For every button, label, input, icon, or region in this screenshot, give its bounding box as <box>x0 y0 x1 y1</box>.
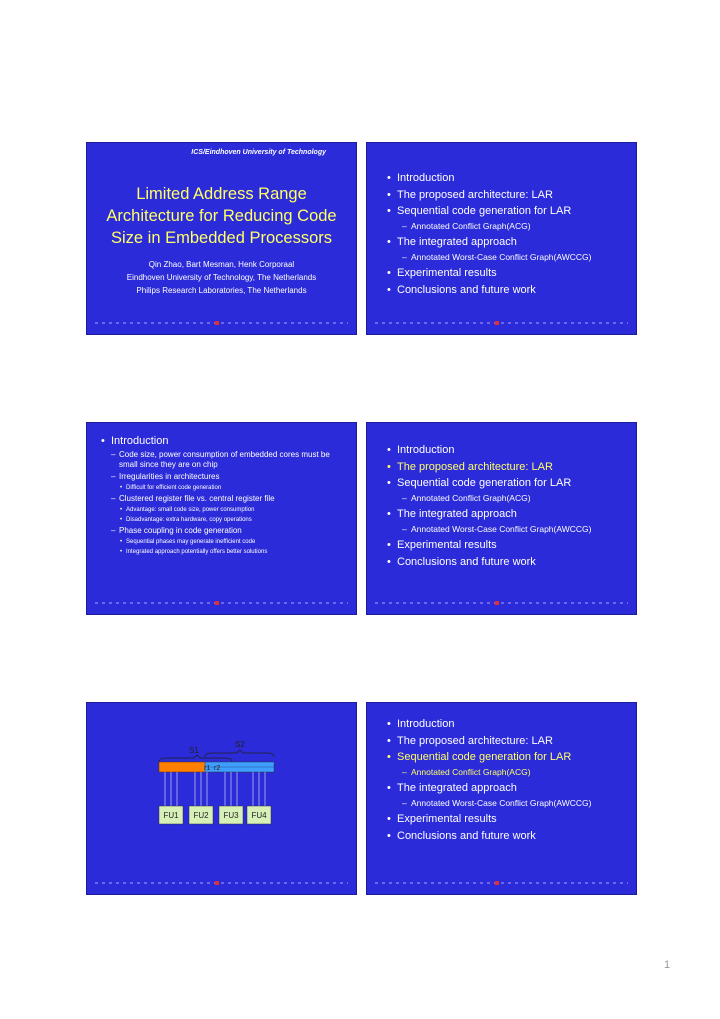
footer-rule <box>375 322 628 324</box>
outline-subitem: – Annotated Worst-Case Conflict Graph(AWCCG) <box>385 798 628 809</box>
affiliation: Eindhoven University of Technology, The Netherlands <box>126 273 317 282</box>
outline-item: • Sequential code generation for LAR <box>385 476 628 490</box>
intro-subpoint: • Difficult for efficient code generation <box>101 484 350 493</box>
outline-item: • The proposed architecture: LAR <box>385 734 628 748</box>
outline-list <box>385 717 628 845</box>
intro-subpoint: • Integrated approach potentially offers better solutions <box>101 548 350 557</box>
outline-item: • Introduction <box>385 171 628 185</box>
outline-item: • The proposed architecture: LAR <box>385 188 628 202</box>
outline-item: • Experimental results <box>385 538 628 552</box>
intro-point: – Irregularities in architectures <box>101 472 350 482</box>
outline-item: • The integrated approach <box>385 781 628 795</box>
outline-subitem: – Annotated Worst-Case Conflict Graph(AWCCG) <box>385 252 628 263</box>
footer-rule <box>95 602 348 604</box>
fu1-label: FU1 <box>163 811 179 820</box>
outline-subitem-highlighted: – Annotated Conflict Graph(ACG) <box>385 767 628 778</box>
outline-subitem: – Annotated Conflict Graph(ACG) <box>385 493 628 504</box>
author-names: Qin Zhao, Bart Mesman, Henk Corporaal <box>148 260 295 269</box>
intro-heading: • Introduction <box>101 435 350 448</box>
intro-subpoint: • Sequential phases may generate inefficient code <box>101 538 350 547</box>
title-slide <box>86 142 357 335</box>
outline-item: • Experimental results <box>385 266 628 280</box>
outline-item-highlighted: • The proposed architecture: LAR <box>385 460 628 474</box>
s1-label: S1 <box>189 746 199 755</box>
outline-slide <box>366 142 637 335</box>
slide-header: ICS/Eindhoven University of Technology <box>191 149 326 156</box>
authors-block <box>87 258 356 297</box>
intro-subpoint: • Disadvantage: extra hardware, copy operations <box>101 516 350 525</box>
s1-brace <box>159 755 232 762</box>
outline-slide <box>366 422 637 615</box>
outline-slide <box>366 702 637 895</box>
outline-item: • Conclusions and future work <box>385 283 628 297</box>
s2-brace <box>205 750 274 757</box>
outline-list <box>385 443 628 571</box>
lar-diagram <box>87 703 357 895</box>
footer-rule <box>95 882 348 884</box>
architecture-diagram-slide <box>86 702 357 895</box>
title-line: Limited Address Range <box>136 185 307 203</box>
fu2-label: FU2 <box>193 811 209 820</box>
s2-label: S2 <box>235 740 245 749</box>
fu4-label: FU4 <box>251 811 267 820</box>
intro-subpoint: • Advantage: small code size, power consumption <box>101 506 350 515</box>
affiliation: Philips Research Laboratories, The Netherlands <box>136 286 307 295</box>
introduction-slide <box>86 422 357 615</box>
footer-rule <box>375 882 628 884</box>
footer-rule <box>375 602 628 604</box>
outline-subitem: – Annotated Conflict Graph(ACG) <box>385 221 628 232</box>
outline-item: • Experimental results <box>385 812 628 826</box>
outline-subitem: – Annotated Worst-Case Conflict Graph(AWCCG) <box>385 524 628 535</box>
intro-point: – Phase coupling in code generation <box>101 526 350 536</box>
outline-list <box>385 171 628 299</box>
page-number: 1 <box>664 959 671 971</box>
outline-item: • Conclusions and future work <box>385 829 628 843</box>
slide-title <box>87 183 356 249</box>
outline-item: • Conclusions and future work <box>385 555 628 569</box>
r2-label: r2 <box>214 765 221 772</box>
fu-connections <box>165 772 265 806</box>
r1-label: r1 <box>204 765 211 772</box>
outline-item: • The integrated approach <box>385 507 628 521</box>
title-line: Size in Embedded Processors <box>110 229 333 247</box>
fu3-label: FU3 <box>223 811 239 820</box>
outline-item: • The integrated approach <box>385 235 628 249</box>
intro-list <box>101 435 350 558</box>
outline-item: • Sequential code generation for LAR <box>385 204 628 218</box>
intro-point: – Code size, power consumption of embedded cores must be small since they are on chip <box>101 450 350 470</box>
outline-item-highlighted: • Sequential code generation for LAR <box>385 750 628 764</box>
outline-item: • Introduction <box>385 443 628 457</box>
footer-rule <box>95 322 348 324</box>
title-line: Architecture for Reducing Code <box>106 207 337 225</box>
intro-point: – Clustered register file vs. central register file <box>101 494 350 504</box>
outline-item: • Introduction <box>385 717 628 731</box>
